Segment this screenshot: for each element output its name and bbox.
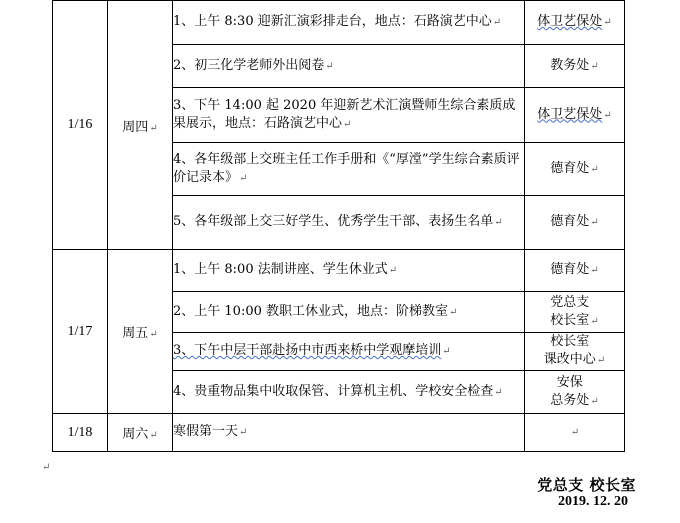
task-text: 1、上午 8:30 迎新汇演彩排走台，地点：石路演艺中心	[173, 14, 492, 29]
weekday-text: 周四	[122, 119, 149, 135]
task-text: 4、各年级部上交班主任工作手册和《“厚漟”学生综合素质评价记录本》	[173, 151, 520, 185]
task-cell	[173, 414, 525, 452]
paragraph-mark-icon: ↵	[492, 17, 502, 28]
date-text: 1/18	[67, 424, 93, 440]
paragraph-mark-icon: ↵	[442, 346, 451, 357]
paragraph-mark-icon: ↵	[325, 60, 334, 72]
task-text: 5、各年级部上交三好学生、优秀学生干部、表扬生名单	[173, 214, 494, 229]
task-cell	[173, 143, 525, 196]
paragraph-mark-icon: ↵	[494, 386, 503, 398]
weekday-cell	[108, 414, 173, 452]
paragraph-mark-icon: ↵	[603, 17, 612, 28]
paragraph-mark-icon: ↵	[343, 118, 352, 130]
task-cell	[173, 250, 525, 292]
department-cell	[525, 292, 625, 333]
department-text: 德育处	[550, 262, 590, 277]
paragraph-mark-icon: ↵	[149, 329, 158, 340]
date-cell	[53, 414, 108, 452]
paragraph-mark-icon: ↵	[239, 172, 248, 184]
task-cell	[173, 196, 525, 250]
task-cell	[173, 88, 525, 143]
paragraph-mark-icon: ↵	[590, 265, 599, 276]
signature-organization: 党总支 校长室	[537, 476, 636, 494]
department-cell	[525, 371, 625, 414]
paragraph-mark-icon: ↵	[388, 265, 398, 276]
department-text: 德育处	[550, 214, 590, 229]
weekday-cell	[108, 1, 173, 250]
task-text: 1、上午 8:00 法制讲座、学生休业式	[173, 262, 388, 277]
task-text: 2、初三化学老师外出阅卷	[173, 57, 325, 73]
date-cell	[53, 1, 108, 250]
table-row	[53, 414, 625, 452]
paragraph-mark-icon: ↵	[590, 315, 599, 327]
task-cell	[173, 1, 525, 45]
department-text: 党总支 校长室	[550, 294, 590, 328]
table-row	[53, 1, 625, 45]
paragraph-mark-icon: ↵	[590, 395, 599, 407]
table-row	[53, 250, 625, 292]
department-cell	[525, 250, 625, 292]
task-text: 3、下午 14:00 起 2020 年迎新艺术汇演暨师生综合素质成果展示，地点：石路演艺中心	[173, 97, 516, 131]
date-cell	[53, 250, 108, 414]
paragraph-mark-icon: ↵	[590, 217, 599, 228]
paragraph-mark-icon: ↵	[494, 217, 503, 228]
department-cell	[525, 88, 625, 143]
department-cell	[525, 414, 625, 452]
task-cell	[173, 292, 525, 333]
department-cell	[525, 196, 625, 250]
department-cell	[525, 1, 625, 45]
paragraph-mark-icon: ↵	[590, 60, 599, 72]
paragraph-mark-icon: ↵	[42, 462, 51, 473]
weekday-text: 周六	[122, 427, 149, 442]
department-cell	[525, 143, 625, 196]
weekday-cell	[108, 250, 173, 414]
paragraph-mark-icon: ↵	[590, 163, 599, 175]
department-text: 体卫艺保处	[537, 14, 603, 29]
task-cell	[173, 371, 525, 414]
department-text: 德育处	[550, 160, 590, 176]
task-text: 3、下午中层干部赴扬中市西来桥中学观摩培训	[173, 343, 442, 358]
schedule-table	[52, 0, 625, 452]
task-text: 寒假第一天	[173, 424, 239, 439]
date-text: 1/17	[67, 323, 93, 339]
paragraph-mark-icon: ↵	[149, 122, 158, 134]
paragraph-mark-icon: ↵	[570, 427, 580, 438]
department-cell	[525, 45, 625, 88]
department-text: 体卫艺保处	[537, 106, 603, 122]
task-text: 2、上午 10:00 教职工休业式，地点：阶梯教室	[173, 303, 448, 319]
signature-date: 2019. 12. 20	[558, 494, 628, 509]
date-text: 1/16	[67, 117, 93, 132]
department-text: 安保 总务处	[550, 374, 590, 408]
task-text: 4、贵重物品集中收取保管、计算机主机、学校安全检查	[173, 383, 494, 399]
task-cell	[173, 45, 525, 88]
paragraph-mark-icon: ↵	[149, 430, 158, 441]
paragraph-mark-icon: ↵	[449, 306, 458, 318]
department-text: 教务处	[550, 57, 590, 73]
weekday-text: 周五	[122, 326, 149, 341]
department-text: 校长室 课改中心	[543, 334, 596, 367]
paragraph-mark-icon: ↵	[596, 355, 606, 366]
department-cell	[525, 333, 625, 371]
paragraph-mark-icon: ↵	[603, 109, 612, 121]
paragraph-mark-icon: ↵	[239, 427, 248, 438]
task-cell	[173, 333, 525, 371]
